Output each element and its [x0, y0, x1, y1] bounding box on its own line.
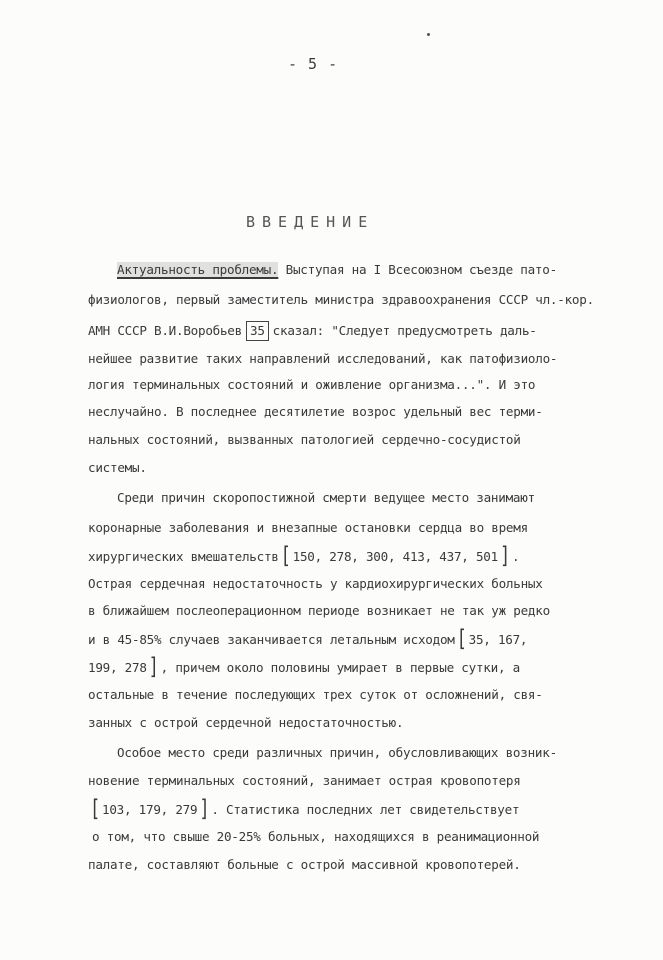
paragraph-line: [88, 795, 520, 823]
bracket-close: ]: [148, 653, 159, 681]
line-text: Выступая на I Всесоюзном съезде пато-: [278, 262, 557, 277]
bracket-open: [: [280, 542, 291, 570]
citation-ref: 35: [246, 321, 269, 341]
citation-refs: 150, 278, 300, 413, 437, 501: [292, 549, 498, 564]
paragraph-line: занных с острой сердечной недостаточностью.: [88, 715, 404, 730]
paragraph-line: остальные в течение последующих трех суток от осложнений, свя-: [88, 687, 543, 702]
paragraph-line: новение терминальных состояний, занимает острая кровопотеря: [88, 773, 521, 788]
line-text: . Статистика последних лет свидетельствует: [211, 802, 520, 817]
paragraph-line: [88, 625, 528, 653]
paragraph-line: нальных состояний, вызванных патологией сердечно-сосудистой: [88, 432, 521, 447]
bracket-open: [: [90, 795, 100, 823]
page-number: - 5 -: [288, 55, 339, 73]
bracket-close: ]: [199, 795, 210, 823]
paragraph-line: Острая сердечная недостаточность у кардиохирургических больных: [88, 576, 543, 591]
paragraph-line: палате, составляют больные с острой массивной кровопотерей.: [88, 857, 521, 872]
citation-refs: 199, 278: [88, 660, 147, 675]
paragraph-line: нейшее развитие таких направлений исследований, как патофизиоло-: [88, 351, 558, 366]
paragraph-line: [88, 653, 520, 681]
ink-speck: [427, 33, 430, 36]
paragraph-line: [117, 262, 557, 278]
line-text: , причем около половины умирает в первые сутки, а: [160, 660, 520, 675]
line-text: сказал: "Следует предусмотреть даль-: [272, 323, 537, 338]
paragraph-line: логия терминальных состояний и оживление организма...". И это: [88, 377, 536, 392]
paragraph-line: Особое место среди различных причин, обусловливающих возник-: [117, 745, 557, 760]
paragraph-line: коронарные заболевания и внезапные остановки сердца во время: [88, 520, 528, 535]
paragraph-line: [88, 542, 520, 570]
citation-refs: 35, 167,: [468, 632, 528, 647]
line-text: АМН СССР В.И.Воробьев: [88, 323, 242, 338]
paragraph-line: Среди причин скоропостижной смерти ведущее место занимают: [117, 490, 535, 505]
paragraph-line: системы.: [88, 460, 147, 475]
paragraph-line: неслучайно. В последнее десятилетие возрос удельный вес терми-: [88, 404, 543, 419]
line-text: и в 45-85% случаев заканчивается летальным исходом: [88, 632, 455, 647]
bracket-open: [: [456, 625, 467, 653]
paragraph-line: [88, 321, 537, 341]
line-text: хирургических вмешательств: [88, 549, 279, 564]
paragraph-line: о том, что свыше 20-25% больных, находящихся в реанимационной: [92, 829, 540, 844]
section-heading: ВВЕДЕНИЕ: [246, 213, 375, 231]
bracket-close: ]: [499, 542, 510, 570]
paragraph-line: физиологов, первый заместитель министра здравоохранения СССР чл.-кор.: [88, 292, 594, 307]
citation-refs: 103, 179, 279: [102, 802, 198, 817]
paragraph-line: в ближайшем послеоперационном периоде возникает не так уж редко: [88, 603, 550, 618]
highlighted-phrase: Актуальность проблемы.: [117, 262, 279, 277]
line-text: .: [511, 549, 520, 564]
